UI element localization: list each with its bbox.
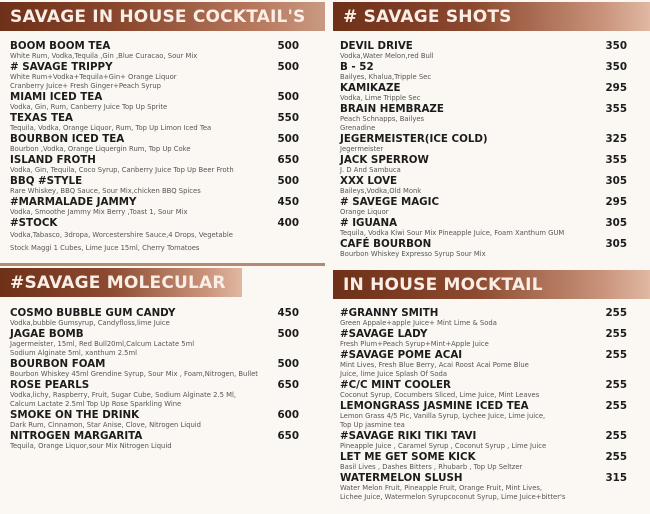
item-description: Vodka,Water Melon,red Bull bbox=[340, 52, 434, 60]
menu-item bbox=[10, 328, 299, 358]
item-name: KAMIKAZE bbox=[340, 82, 401, 94]
item-name: BOOM BOOM TEA bbox=[10, 40, 111, 52]
menu-list bbox=[333, 299, 627, 502]
menu-item bbox=[340, 217, 627, 238]
item-name: DEVIL DRIVE bbox=[340, 40, 413, 52]
item-description: Juice, lime Juice Splash Of Soda bbox=[340, 370, 448, 378]
item-name: #SAVAGE RIKI TIKI TAVI bbox=[340, 430, 477, 442]
item-price: 500 bbox=[277, 91, 299, 103]
item-name: B - 52 bbox=[340, 61, 374, 73]
item-description: Vodka, Gin, Rum, Canberry Juice Top Up Sprite bbox=[10, 103, 168, 111]
item-price: 400 bbox=[277, 217, 299, 229]
menu-item bbox=[340, 40, 627, 61]
item-name: MIAMI ICED TEA bbox=[10, 91, 103, 103]
item-description: Basil Lives , Dashes Bitters , Rhubarb , Top Up Seltzer bbox=[340, 463, 523, 471]
item-name: #C/C MINT COOLER bbox=[340, 379, 451, 391]
item-name: ISLAND FROTH bbox=[10, 154, 96, 166]
item-price: 500 bbox=[277, 328, 299, 340]
item-description: Grenadine bbox=[340, 124, 376, 132]
item-price: 450 bbox=[277, 196, 299, 208]
item-description: Sodium Alginate 5ml, xanthum 2.5ml bbox=[10, 349, 138, 357]
item-description: Water Melon Fruit, Pineapple Fruit, Orange Fruit, Mint Lives, bbox=[340, 484, 543, 492]
menu-item bbox=[10, 196, 299, 217]
menu-item bbox=[10, 175, 299, 196]
item-description: Bailyes, Khalua,Tripple Sec bbox=[340, 73, 432, 81]
menu-item bbox=[10, 379, 299, 409]
item-price: 650 bbox=[277, 379, 299, 391]
item-name: BRAIN HEMBRAZE bbox=[340, 103, 444, 115]
item-price: 550 bbox=[277, 112, 299, 124]
menu-item bbox=[340, 133, 627, 154]
item-name: XXX LOVE bbox=[340, 175, 398, 187]
item-description: Orange Liquor bbox=[340, 208, 389, 216]
item-price: 305 bbox=[605, 175, 627, 187]
menu-item bbox=[10, 307, 299, 328]
item-description: Baileys,Vodka,Old Monk bbox=[340, 187, 422, 195]
item-price: 650 bbox=[277, 154, 299, 166]
item-price: 315 bbox=[605, 472, 627, 484]
menu-item bbox=[10, 61, 299, 91]
item-price: 500 bbox=[277, 133, 299, 145]
menu-item bbox=[340, 349, 627, 379]
item-name: TEXAS TEA bbox=[10, 112, 73, 124]
item-name: #MARMALADE JAMMY bbox=[10, 196, 137, 208]
menu-item bbox=[10, 133, 299, 154]
menu-item bbox=[340, 238, 627, 259]
menu-item bbox=[10, 91, 299, 112]
item-description: Stock Maggi 1 Cubes, Lime Juce 15ml, Cherry Tomatoes bbox=[10, 244, 200, 252]
menu-item bbox=[10, 409, 299, 430]
item-price: 255 bbox=[605, 430, 627, 442]
item-description: Lemon Grass 4/5 Pic, Vanilla Syrup, Lychee Juice, Lime juice, bbox=[340, 412, 546, 420]
item-description: Tequila, Vodka, Orange Liquor, Rum, Top Up Limon Iced Tea bbox=[10, 124, 212, 132]
menu-item bbox=[10, 40, 299, 61]
item-description: J. D And Sambuca bbox=[340, 166, 401, 174]
item-price: 350 bbox=[605, 40, 627, 52]
item-price: 600 bbox=[277, 409, 299, 421]
item-name: #SAVAGE POME ACAI bbox=[340, 349, 463, 361]
item-description: Bourbon Whiskey 45ml Grendine Syrup, Sour Mix , Foam,Nitrogen, Bullet bbox=[10, 370, 258, 378]
item-price: 650 bbox=[277, 430, 299, 442]
item-description: Tequila, Vodka Kiwi Sour Mix Pineapple Juice, Foam Xanthum GUM bbox=[340, 229, 565, 237]
item-description: Bourbon Whiskey Expresso Syrup Sour Mix bbox=[340, 250, 486, 258]
item-description: Vodka, Lime Tripple Sec bbox=[340, 94, 421, 102]
item-price: 255 bbox=[605, 307, 627, 319]
item-price: 255 bbox=[605, 451, 627, 463]
menu-item bbox=[10, 112, 299, 133]
item-description: Pineapple Juice , Caramel Syrup , Coconut Syrup , Lime Juice bbox=[340, 442, 547, 450]
item-description: Vodka, Gin, Tequila, Coco Syrup, Canberry Juice Top Up Beer Froth bbox=[10, 166, 234, 174]
item-description: Peach Schnapps, Bailyes bbox=[340, 115, 425, 123]
item-description: Coconut Syrup, Cocumbers Sliced, Lime Juice, Mint Leaves bbox=[340, 391, 540, 399]
item-description: Dark Rum, Cinnamon, Star Anise, Clove, Nitrogen Liquid bbox=[10, 421, 201, 429]
item-name: WATERMELON SLUSH bbox=[340, 472, 463, 484]
item-price: 500 bbox=[277, 358, 299, 370]
item-description: Tequila, Orange Liquor,sour Mix Nitrogen Liquid bbox=[10, 442, 172, 450]
menu-item bbox=[340, 196, 627, 217]
menu-item bbox=[340, 328, 627, 349]
item-description: Fresh Plum+Peach Syrup+Mint+Apple Juice bbox=[340, 340, 489, 348]
menu-item bbox=[10, 154, 299, 175]
menu-item bbox=[340, 400, 627, 430]
menu-item bbox=[340, 61, 627, 82]
menu-list bbox=[0, 297, 299, 451]
section-title: IN HOUSE MOCKTAIL bbox=[333, 270, 650, 299]
item-description: Vodka,bubble Gumsyrup, Candyfloss,lime Juice bbox=[10, 319, 170, 327]
item-price: 255 bbox=[605, 379, 627, 391]
item-price: 325 bbox=[605, 133, 627, 145]
item-price: 355 bbox=[605, 103, 627, 115]
item-name: LET ME GET SOME KICK bbox=[340, 451, 476, 463]
menu-item bbox=[340, 307, 627, 328]
menu-list bbox=[333, 31, 627, 259]
menu-item bbox=[340, 103, 627, 133]
item-description: Vodka,Tabasco, 3dropa, Worcestershire Sauce,4 Drops, Vegetable bbox=[10, 231, 233, 239]
section-title: #SAVAGE MOLECULAR bbox=[0, 268, 242, 297]
item-description: Vodka, Smoothe Jammy Mix Berry ,Toast 1, Sour Mix bbox=[10, 208, 188, 216]
item-price: 255 bbox=[605, 328, 627, 340]
item-price: 305 bbox=[605, 217, 627, 229]
item-name: # SAVAGE TRIPPY bbox=[10, 61, 113, 73]
item-price: 500 bbox=[277, 175, 299, 187]
item-price: 305 bbox=[605, 238, 627, 250]
item-name: #STOCK bbox=[10, 217, 58, 229]
section-shots bbox=[333, 2, 650, 259]
item-name: JEGERMEISTER(ICE COLD) bbox=[340, 133, 488, 145]
item-price: 255 bbox=[605, 349, 627, 361]
item-name: JAGAE BOMB bbox=[10, 328, 84, 340]
menu-item bbox=[340, 472, 627, 502]
item-description: Jagermeister, 15ml, Red Bull20ml,Calcum Lactate 5ml bbox=[10, 340, 195, 348]
item-description: Green Appale+apple Juice+ Mint Lime & Soda bbox=[340, 319, 497, 327]
menu-item bbox=[340, 154, 627, 175]
item-name: NITROGEN MARGARITA bbox=[10, 430, 143, 442]
menu-item bbox=[340, 451, 627, 472]
item-price: 500 bbox=[277, 61, 299, 73]
item-description: White Rum+Vodka+Tequila+Gin+ Orange Liquor bbox=[10, 73, 177, 81]
item-description: Rare Whiskey, BBQ Sauce, Sour Mix,chicken BBQ Spices bbox=[10, 187, 201, 195]
item-name: #GRANNY SMITH bbox=[340, 307, 439, 319]
item-name: # IGUANA bbox=[340, 217, 398, 229]
section-title: # SAVAGE SHOTS bbox=[333, 2, 650, 31]
menu-item bbox=[10, 217, 299, 255]
item-description: White Rum, Vodka,Tequila ,Gin ,Blue Curacao, Sour Mix bbox=[10, 52, 198, 60]
menu-item bbox=[10, 430, 299, 451]
section-mocktails bbox=[333, 270, 650, 502]
menu-item bbox=[340, 379, 627, 400]
item-name: #SAVAGE LADY bbox=[340, 328, 428, 340]
item-name: BOURBON ICED TEA bbox=[10, 133, 125, 145]
item-description: Top Up jasmine tea bbox=[340, 421, 405, 429]
item-name: CAFÉ BOURBON bbox=[340, 238, 432, 250]
menu-item bbox=[10, 358, 299, 379]
item-name: # SAVEGE MAGIC bbox=[340, 196, 440, 208]
item-name: JACK SPERROW bbox=[340, 154, 429, 166]
section-title: SAVAGE IN HOUSE COCKTAIL'S bbox=[0, 2, 325, 31]
item-price: 295 bbox=[605, 82, 627, 94]
item-description: Vodka,lichy, Raspberry, Fruit, Sugar Cube, Sodium Alginate 2.5 Ml, bbox=[10, 391, 236, 399]
section-cocktails bbox=[0, 2, 325, 255]
section-divider bbox=[0, 263, 325, 266]
item-price: 355 bbox=[605, 154, 627, 166]
menu-list bbox=[0, 31, 299, 255]
item-name: ROSE PEARLS bbox=[10, 379, 90, 391]
item-price: 450 bbox=[277, 307, 299, 319]
item-name: LEMONGRASS JASMINE ICED TEA bbox=[340, 400, 529, 412]
item-description: Jegermeister bbox=[340, 145, 384, 153]
menu-item bbox=[340, 430, 627, 451]
item-price: 350 bbox=[605, 61, 627, 73]
item-description: Cranberry Juice+ Fresh Ginger+Peach Syrup bbox=[10, 82, 161, 90]
item-description: Mint Lives, Fresh Blue Berry, Acai Roost Acai Pome Blue bbox=[340, 361, 529, 369]
item-name: BBQ #STYLE bbox=[10, 175, 83, 187]
item-price: 255 bbox=[605, 400, 627, 412]
menu-item bbox=[340, 175, 627, 196]
section-molecular bbox=[0, 268, 325, 451]
menu-item bbox=[340, 82, 627, 103]
item-description: Lichee Juice, Watermelon Syrupcoconut Syrup, Lime Juice+bitter's bbox=[340, 493, 566, 501]
item-name: BOURBON FOAM bbox=[10, 358, 106, 370]
item-description: Calcum Lactate 2.5ml Top Up Rose Sparkling Wine bbox=[10, 400, 182, 408]
item-price: 295 bbox=[605, 196, 627, 208]
item-description: Bourbon ,Vodka, Orange Liquergin Rum, Top Up Coke bbox=[10, 145, 191, 153]
item-name: COSMO BUBBLE GUM CANDY bbox=[10, 307, 176, 319]
item-name: SMOKE ON THE DRINK bbox=[10, 409, 140, 421]
item-price: 500 bbox=[277, 40, 299, 52]
